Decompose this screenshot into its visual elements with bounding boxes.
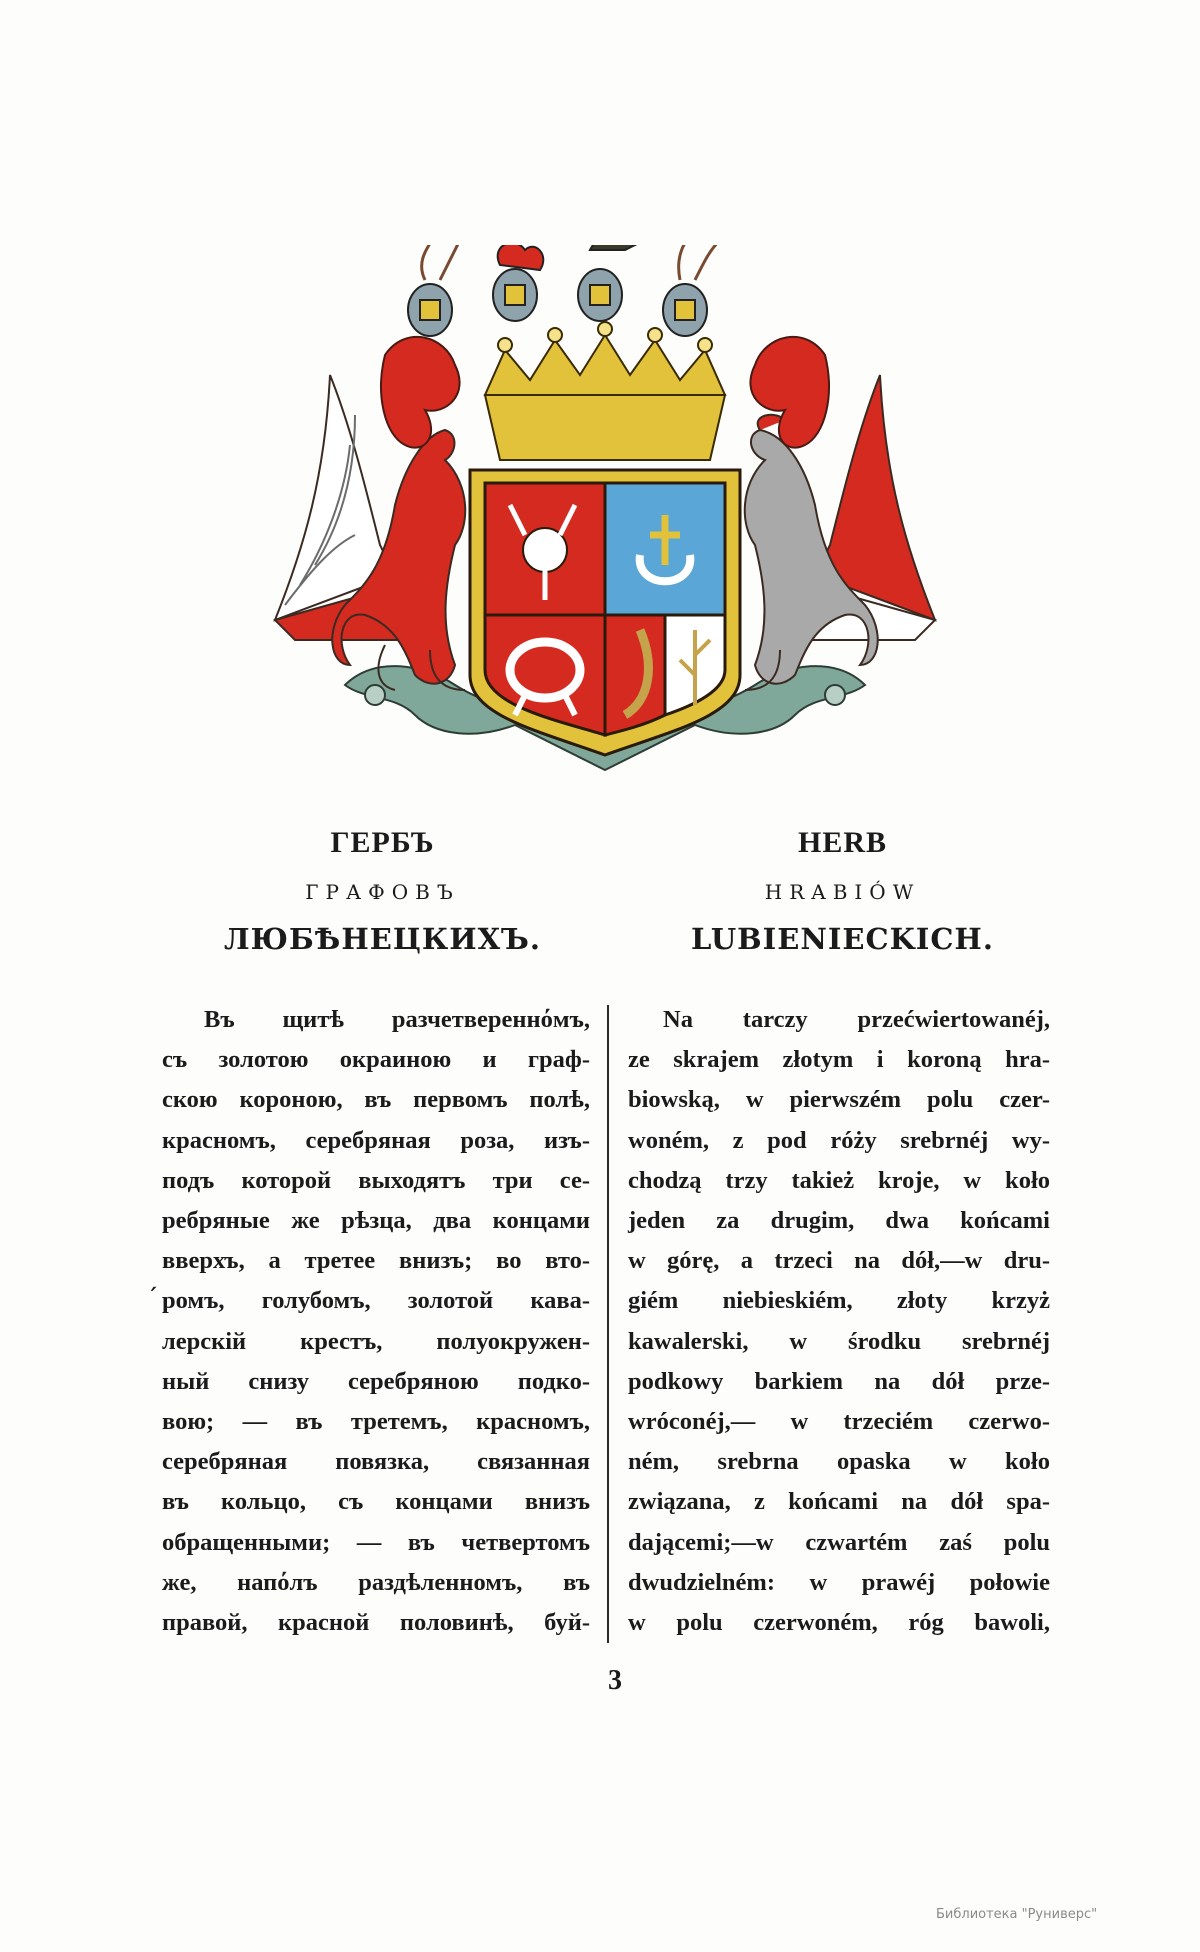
text-line: серебряная повязка, связанная	[162, 1448, 590, 1476]
text-line: woném, z pod róży srebrnéj wy-	[628, 1126, 1050, 1154]
polish-description	[628, 1000, 1050, 1643]
text-line: ném, srebrna opaska w koło	[628, 1448, 1050, 1476]
column-divider	[607, 1005, 609, 1643]
text-line: ребряные же рѣзца, два концами	[162, 1207, 590, 1235]
text-line: ромъ, голубомъ, золотой кава-	[162, 1287, 590, 1315]
text-line: же, напόлъ раздѣленномъ, въ	[162, 1568, 590, 1596]
polish-family-name: LUBIENIECKICH.	[691, 922, 994, 956]
left-griffin	[275, 375, 465, 690]
text-line: podkowy barkiem na dół prze-	[628, 1367, 1050, 1395]
text-line: związana, z końcami na dół spa-	[628, 1488, 1050, 1516]
text-line: въ кольцо, съ концами внизъ	[162, 1488, 590, 1516]
right-griffin	[745, 375, 935, 690]
text-line: ze skrajem złotym i koroną hra-	[628, 1046, 1050, 1074]
text-line: Na tarczy przećwiertowanéj,	[663, 1006, 1050, 1033]
russian-title: ГЕРБЪ	[330, 826, 435, 859]
text-line: правой, красной половинѣ, буй-	[162, 1609, 590, 1637]
text-line: w polu czerwoném, róg bawoli,	[628, 1609, 1050, 1637]
text-line: dwudzielném: w prawéj połowie	[628, 1568, 1050, 1596]
text-line: подъ которой выходятъ три се-	[162, 1166, 590, 1194]
crown	[485, 322, 725, 460]
text-line: dającemi;—w czwartém zaś polu	[628, 1528, 1050, 1556]
text-line: wróconéj,— w trzeciém czerwo-	[628, 1408, 1050, 1436]
text-line: giém niebieskiém, złoty krzyż	[628, 1287, 1050, 1315]
text-line: Въ щитѣ разчетвереннόмъ,	[204, 1006, 590, 1033]
russian-family-name: ЛЮБѢНЕЦКИХЪ.	[224, 922, 541, 956]
text-line: biowską, w pierwszém polu czer-	[628, 1086, 1050, 1114]
helmets	[408, 245, 720, 336]
text-line: kawalerski, w środku srebrnéj	[628, 1327, 1050, 1355]
text-line: вою; — въ третемъ, красномъ,	[162, 1408, 590, 1436]
polish-subtitle: HRABIÓW	[764, 880, 921, 904]
text-line: съ золотою окраиною и граф-	[162, 1046, 590, 1074]
text-line: лерскій крестъ, полуокружен-	[162, 1327, 590, 1355]
text-line: вверхъ, а третее внизъ; во вто-	[162, 1247, 590, 1275]
shield	[470, 470, 740, 755]
library-watermark: Библиотека "Руниверс"	[936, 1907, 1098, 1922]
text-line: ный снизу серебряною подко-	[162, 1367, 590, 1395]
polish-title: HERB	[797, 826, 888, 859]
margin-mark: ´	[147, 1285, 158, 1311]
coat-of-arms-icon	[255, 245, 955, 785]
russian-description	[162, 1000, 590, 1643]
text-line: красномъ, серебряная роза, изъ-	[162, 1126, 590, 1154]
russian-subtitle: ГРАФОВЪ	[305, 880, 460, 904]
text-line: обращенными; — въ четвертомъ	[162, 1528, 590, 1556]
text-line: jeden za drugim, dwa końcami	[628, 1207, 1050, 1235]
text-line: chodzą trzy takież kroje, w koło	[628, 1166, 1050, 1194]
text-line: скою короною, въ первомъ полѣ,	[162, 1086, 590, 1114]
text-line: w górę, a trzeci na dół,—w dru-	[628, 1247, 1050, 1275]
page-number: 3	[608, 1665, 622, 1696]
